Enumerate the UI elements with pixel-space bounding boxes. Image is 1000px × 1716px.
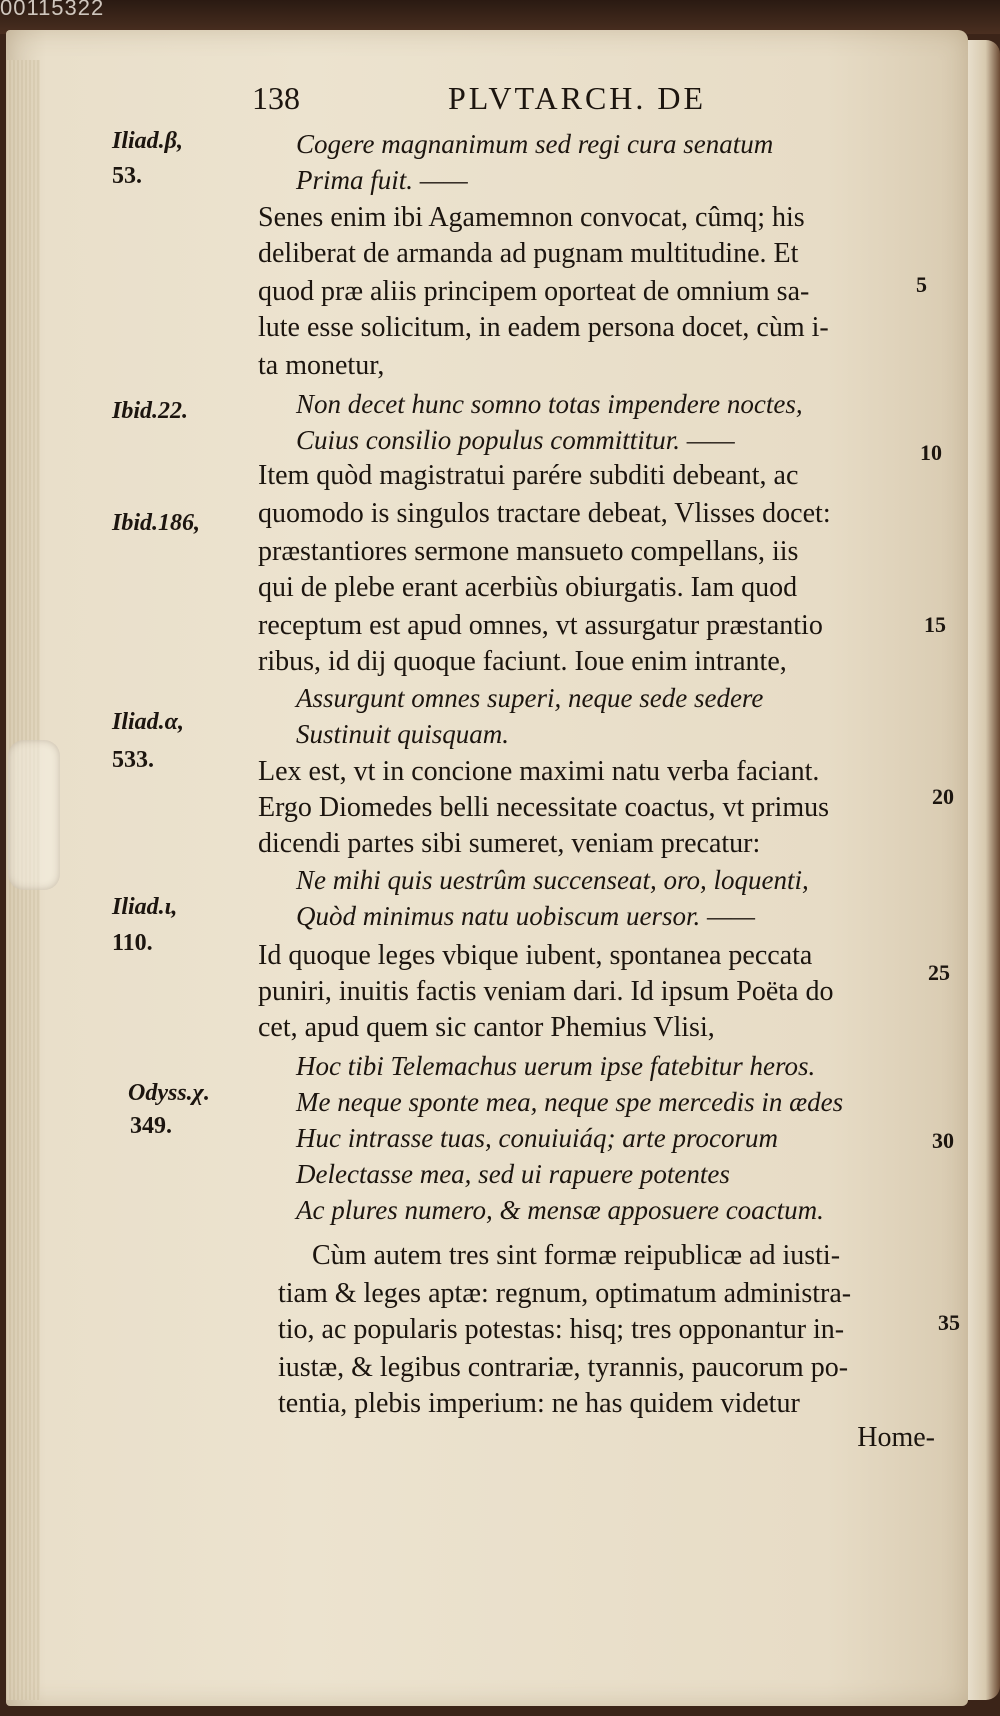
margin-note: 533. bbox=[112, 747, 154, 773]
margin-note: 110. bbox=[112, 930, 153, 956]
verse-line: Me neque sponte mea, neque spe mercedis in ædes bbox=[296, 1087, 844, 1117]
text-line: lute esse solicitum, in eadem persona docet, cùm i- bbox=[258, 312, 829, 343]
text-line: quod præ aliis principem oporteat de omnium sa- bbox=[258, 276, 810, 307]
text-line: ta monetur, bbox=[258, 350, 385, 381]
verse-line: Cuius consilio populus committitur. —— bbox=[296, 425, 735, 455]
text-line: dicendi partes sibi sumeret, veniam precatur: bbox=[258, 828, 761, 859]
text-line: receptum est apud omnes, vt assurgatur præstantio bbox=[258, 610, 823, 641]
verse-line: Cogere magnanimum sed regi cura senatum bbox=[296, 129, 774, 159]
page-number: 138 bbox=[252, 80, 300, 116]
margin-note: Iliad.α, bbox=[112, 709, 184, 735]
text-line: Item quòd magistratui parére subditi debeant, ac bbox=[258, 460, 799, 491]
text-line: Lex est, vt in concione maximi natu verba faciant. bbox=[258, 756, 820, 787]
text-line: tio, ac popularis potestas: hisq; tres opponantur in- bbox=[278, 1314, 845, 1345]
text-line: Ergo Diomedes belli necessitate coactus, vt primus bbox=[258, 792, 830, 823]
verse-line: Hoc tibi Telemachus uerum ipse fatebitur heros. bbox=[296, 1051, 816, 1081]
verse-line: Ac plures numero, & mensæ apposuere coactum. bbox=[296, 1195, 824, 1225]
verse-line: Quòd minimus natu uobiscum uersor. —— bbox=[296, 901, 756, 931]
running-title: PLVTARCH. DE bbox=[448, 80, 707, 116]
verse-line: Huc intrasse tuas, conuiuiáq; arte procorum bbox=[296, 1123, 778, 1153]
text-line: tiam & leges aptæ: regnum, optimatum administra- bbox=[278, 1278, 852, 1309]
book-clasp-mark bbox=[8, 740, 60, 890]
margin-note: 53. bbox=[112, 163, 142, 189]
text-line: iustæ, & legibus contrariæ, tyrannis, paucorum po- bbox=[278, 1352, 849, 1383]
text-line: deliberat de armanda ad pugnam multitudine. Et bbox=[258, 238, 799, 269]
verse-line: Sustinuit quisquam. bbox=[296, 719, 510, 749]
margin-note: Iliad.β, bbox=[112, 128, 183, 154]
margin-note: Iliad.ι, bbox=[112, 894, 178, 920]
text-line: præstantiores sermone mansueto compellans, iis bbox=[258, 536, 799, 567]
margin-note: Ibid.22. bbox=[112, 398, 189, 424]
margin-note: Ibid.186, bbox=[112, 510, 201, 536]
line-number: 10 bbox=[920, 440, 942, 465]
text-line: Cùm autem tres sint formæ reipublicæ ad iusti- bbox=[312, 1240, 841, 1271]
page-header bbox=[252, 76, 752, 120]
text-line: cet, apud quem sic cantor Phemius Vlisi, bbox=[258, 1012, 715, 1043]
line-number: 30 bbox=[932, 1128, 954, 1153]
scan-top-strip bbox=[0, 0, 1000, 34]
verse-line: Delectasse mea, sed ui rapuere potentes bbox=[296, 1159, 730, 1189]
text-line: Id quoque leges vbique iubent, spontanea peccata bbox=[258, 940, 813, 971]
text-line: quomodo is singulos tractare debeat, Vlisses docet: bbox=[258, 498, 831, 529]
text-line: puniri, inuitis factis veniam dari. Id ipsum Poëta do bbox=[258, 976, 834, 1007]
line-number: 20 bbox=[932, 784, 954, 809]
text-line: qui de plebe erant acerbiùs obiurgatis. Iam quod bbox=[258, 572, 798, 603]
verse-line: Ne mihi quis uestrûm succenseat, oro, loquenti, bbox=[296, 865, 809, 895]
verse-line: Prima fuit. —— bbox=[296, 165, 468, 195]
catchword: Home- bbox=[857, 1422, 935, 1453]
line-number: 35 bbox=[938, 1310, 960, 1335]
margin-note: 349. bbox=[130, 1113, 172, 1139]
line-number: 15 bbox=[924, 612, 946, 637]
verse-line: Non decet hunc somno totas impendere noctes, bbox=[296, 389, 803, 419]
shelf-label: 00115322 bbox=[0, 0, 105, 16]
verse-line: Assurgunt omnes superi, neque sede sedere bbox=[296, 683, 764, 713]
line-number: 25 bbox=[928, 960, 950, 985]
margin-note: Odyss.χ. bbox=[128, 1080, 210, 1106]
text-line: tentia, plebis imperium: ne has quidem videtur bbox=[278, 1388, 800, 1419]
line-number: 5 bbox=[916, 272, 927, 297]
text-line: Senes enim ibi Agamemnon convocat, cûmq; his bbox=[258, 202, 805, 233]
text-line: ribus, id dij quoque faciunt. Ioue enim intrante, bbox=[258, 646, 787, 677]
